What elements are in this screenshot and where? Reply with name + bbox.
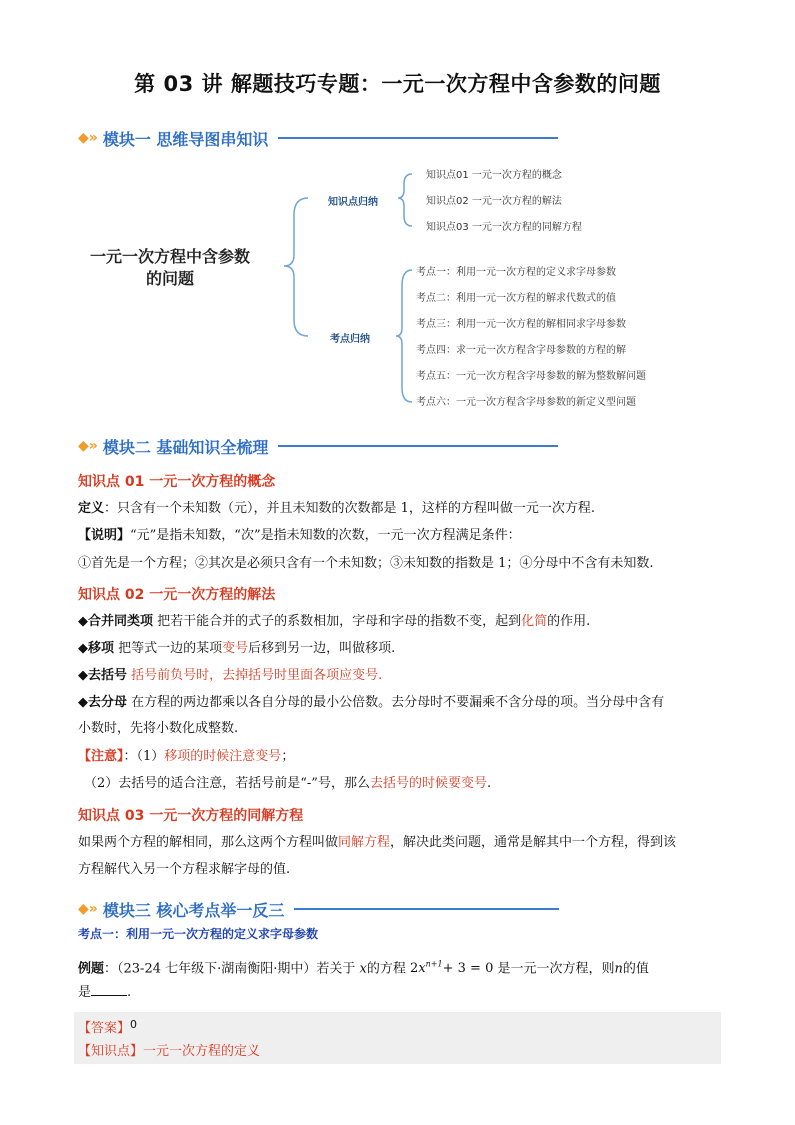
attention-line-2 (84, 774, 724, 794)
note-paragraph (78, 526, 718, 546)
note-text: “元”是指未知数，“次”是指未知数的次数，一元一次方程满足条件： (130, 528, 521, 543)
math-variable: x (359, 961, 367, 977)
eq-var: x (418, 961, 426, 977)
attention-label: 【注意】 (78, 749, 124, 764)
mindmap-center-line: 一元一次方程中含参数 (89, 247, 250, 266)
mindmap-branch-exam: 考点归纳 (330, 334, 370, 345)
definition-label: 定义 (78, 501, 105, 516)
mindmap-leaf: 考点四：求一元一次方程含字母参数的方程的解 (416, 345, 626, 356)
eq-exponent: n+1 (425, 960, 443, 969)
step-label: ◆移项 (78, 641, 114, 656)
module-header-1 (78, 126, 558, 150)
answer-label: 【答案】 (78, 1021, 131, 1036)
module-header-3 (78, 897, 559, 921)
module-title: 模块一 思维导图串知识 (102, 129, 269, 149)
step-text: 后移到另一边，叫做移项. (248, 641, 396, 656)
attention-text: ； (281, 749, 295, 764)
knowledge-point-text: 一元一次方程的定义 (143, 1044, 261, 1059)
same-solution-paragraph (78, 833, 718, 853)
divider (294, 908, 559, 910)
mindmap-leaf: 知识点03 一元一次方程的同解方程 (426, 222, 582, 233)
mindmap-leaf: 知识点01 一元一次方程的概念 (426, 170, 562, 181)
section-heading: 知识点 02 一元一次方程的解法 (78, 587, 276, 603)
definition-text: ：只含有一个未知数（元），并且未知数的次数都是 1，这样的方程叫做一元一次方程. (104, 501, 596, 516)
mindmap-leaf: 考点三：利用一元一次方程的解相同求字母参数 (416, 319, 626, 330)
exam-point-heading: 考点一：利用一元一次方程的定义求字母参数 (78, 927, 319, 941)
highlight-text: 括号前负号时，去掉括号时里面各项应变号. (127, 668, 383, 683)
step-text: 在方程的两边都乘以各自分母的最小公倍数。去分母时不要漏乘不含分母的项。当分母中含有 (127, 695, 665, 710)
knowledge-point-line (78, 1042, 718, 1062)
step-text: 把等式一边的某项 (114, 641, 223, 656)
module-header-2 (78, 434, 558, 458)
highlight-text: 同解方程 (338, 835, 391, 850)
answer-value: 0 (130, 1018, 138, 1031)
answer-blank[interactable] (91, 983, 127, 996)
module-title: 模块三 核心考点举一反三 (102, 900, 285, 920)
answer-line (78, 1015, 718, 1039)
mindmap-center-line: 的问题 (145, 269, 194, 288)
divider (278, 137, 558, 139)
example-line-2 (78, 983, 718, 1003)
step-combine (78, 612, 718, 632)
mindmap-branch-knowledge: 知识点归纳 (328, 197, 378, 208)
conditions-paragraph: ①首先是一个方程；②其次是必须只含有一个未知数；③未知数的指数是 1；④分母中不含有未知数. (78, 556, 654, 571)
double-chevron-icon: ◆» (78, 130, 98, 146)
knowledge-point-label: 【知识点】 (78, 1044, 144, 1059)
step-brackets (78, 666, 718, 686)
math-variable: n (614, 961, 623, 977)
section-heading: 知识点 03 一元一次方程的同解方程 (78, 808, 304, 824)
example-text: 是一元一次方程，则 (497, 961, 615, 977)
double-chevron-icon: ◆» (78, 438, 98, 454)
step-transpose (78, 639, 718, 659)
equation (410, 961, 493, 976)
page-title: 第 03 讲 解题技巧专题：一元一次方程中含参数的问题 (134, 72, 661, 96)
module-title: 模块二 基础知识全梳理 (102, 437, 269, 457)
attention-text: . (486, 776, 492, 791)
mindmap-leaf: 考点五：一元一次方程含字母参数的解为整数解问题 (416, 371, 646, 382)
mindmap-leaf: 考点一：利用一元一次方程的定义求字母参数 (416, 267, 616, 278)
mindmap-center (80, 246, 260, 290)
highlight-text: 去括号的时候要变号 (369, 776, 487, 791)
attention-text: ：（1） (123, 749, 165, 764)
highlight-text: 移项的时候注意变号 (164, 749, 282, 764)
step-text: 把若干能合并的式子的系数相加，字母和字母的指数不变，起到 (153, 614, 522, 629)
step-denominator-cont: 小数时，先将小数化成整数. (78, 721, 239, 736)
section-heading: 知识点 01 一元一次方程的概念 (78, 474, 276, 490)
highlight-text: 变号 (222, 641, 249, 656)
example-text: ：（23-24 七年级下·湖南衡阳·期中）若关于 (104, 961, 356, 977)
eq-coef: 2 (410, 961, 419, 977)
step-label: ◆去分母 (78, 695, 127, 710)
example-text: . (127, 985, 132, 1000)
highlight-text: 化简 (521, 614, 548, 629)
step-denominator (78, 693, 718, 713)
attention-text: （2）去括号的适合注意，若括号前是“-”号，那么 (84, 776, 370, 791)
note-label: 【说明】 (78, 528, 131, 543)
same-solution-paragraph-cont: 方程解代入另一个方程求解字母的值. (78, 862, 291, 877)
definition-paragraph (78, 499, 718, 519)
example-text: 的方程 (366, 961, 406, 977)
mindmap-leaf: 知识点02 一元一次方程的解法 (426, 196, 562, 207)
step-label: ◆去括号 (78, 668, 127, 683)
paragraph-text: ，解决此类问题，通常是解其中一个方程，得到该 (390, 835, 677, 850)
example-line-1 (78, 955, 718, 979)
example-label: 例题 (78, 961, 105, 977)
example-text: 的值 (622, 961, 649, 977)
example-text: 是 (78, 985, 92, 1000)
paragraph-text: 如果两个方程的解相同，那么这两个方程叫做 (78, 835, 339, 850)
divider (278, 445, 558, 447)
step-text: 的作用. (547, 614, 591, 629)
mindmap-leaf: 考点六：一元一次方程含字母参数的新定义型问题 (416, 397, 636, 408)
attention-line-1 (78, 747, 718, 767)
eq-rest: + 3 = 0 (442, 961, 494, 977)
step-label: ◆合并同类项 (78, 614, 153, 629)
mindmap-leaf: 考点二：利用一元一次方程的解求代数式的值 (416, 293, 616, 304)
double-chevron-icon: ◆» (78, 901, 98, 917)
